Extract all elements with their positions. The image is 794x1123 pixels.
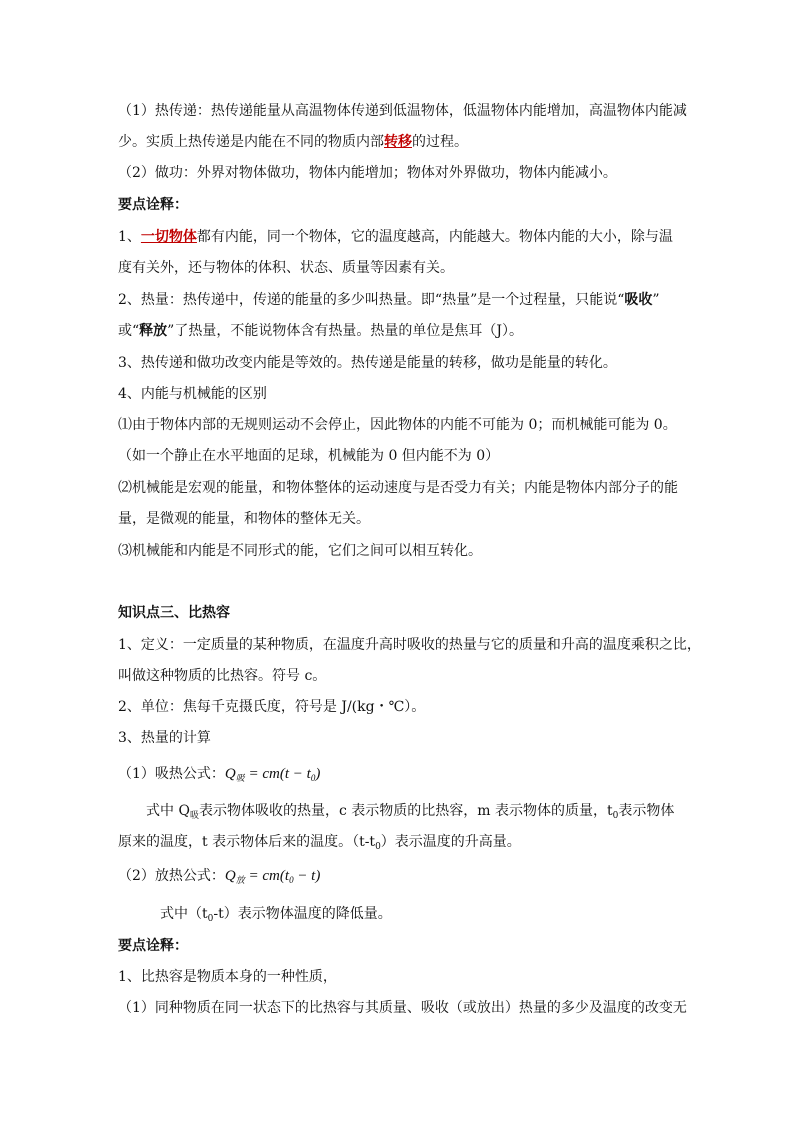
same-substance-line: （1）同种物质在同一状态下的比热容与其质量、吸收（或放出）热量的多少及温度的改变无 [118, 1000, 687, 1016]
key-points-heading-2: 要点诠释： [118, 938, 188, 954]
section-title-specific-heat: 知识点三、比热容 [118, 605, 230, 621]
absorb-desc-line-1: 式中 $Q_吸$表示物体吸收的热量，c 表示物质的比热容，m 表示物体的质量，$t_0$表示物体 [146, 803, 675, 821]
property-line: 1、比热容是物质本身的一种性质， [118, 969, 337, 985]
absorb-desc-line-2: 原来的温度，t 表示物体后来的温度。$(t-t_0)$表示温度的升高量。 [118, 834, 521, 852]
release-desc-line: 式中$(t_0-t)$表示物体温度的降低量。 [160, 906, 392, 924]
point-4b-line-2: 量，是微观的能量，和物体的整体无关。 [118, 511, 370, 527]
point-1-line-2: 度有关外，还与物体的体积、状态、质量等因素有关。 [118, 260, 454, 276]
heat-transfer-line-2: 少。实质上热传递是内能在不同的物质内部转移的过程。 [118, 134, 468, 150]
point-4a-line-1: ⑴由于物体内部的无规则运动不会停止，因此物体的内能不可能为 0；而机械能可能为 0。 [118, 417, 677, 433]
highlight-all-objects: 一切物体 [140, 229, 197, 245]
point-4b-line-1: ⑵机械能是宏观的能量，和物体整体的运动速度与是否受力有关；内能是物体内部分子的能 [118, 480, 678, 496]
heat-calculation-line: 3、热量的计算 [118, 730, 211, 746]
point-2-line-1: 2、热量：热传递中，传递的能量的多少叫热量。即“热量”是一个过程量，只能说“吸收” [118, 292, 660, 308]
key-points-heading-1: 要点诠释： [118, 197, 188, 213]
point-4-line: 4、内能与机械能的区别 [118, 386, 267, 402]
point-1-line-1: 1、一切物体都有内能，同一个物体，它的温度越高，内能越大。物体内能的大小，除与温 [118, 229, 673, 245]
heat-transfer-line-1: （1）热传递：热传递能量从高温物体传递到低温物体，低温物体内能增加，高温物体内能减 [118, 103, 687, 119]
work-line: （2）做功：外界对物体做功，物体内能增加；物体对外界做功，物体内能减小。 [118, 165, 617, 181]
point-2-line-2: 或“释放”了热量，不能说物体含有热量。热量的单位是焦耳（J）。 [118, 323, 523, 339]
definition-line-2: 叫做这种物质的比热容。符号 c。 [118, 668, 327, 684]
point-4c-line: ⑶机械能和内能是不同形式的能，它们之间可以相互转化。 [118, 543, 482, 559]
unit-line: 2、单位：焦每千克摄氏度，符号是 J/(kg・℃）。 [118, 699, 426, 715]
release-formula: $Q_放 = cm(t_0 - t)$ [224, 868, 321, 885]
release-formula-line: （2）放热公式：$Q_放 = cm(t_0 - t)$ [118, 868, 321, 885]
definition-line-1: 1、定义：一定质量的某种物质，在温度升高时吸收的热量与它的质量和升高的温度乘积之比， [118, 637, 701, 653]
highlight-transfer: 转移 [384, 134, 412, 150]
point-3-line: 3、热传递和做功改变内能是等效的。热传递是能量的转移，做功是能量的转化。 [118, 355, 617, 371]
absorb-formula: $Q_吸 = cm(t - t_0)$ [224, 766, 321, 783]
absorb-formula-line: （1）吸热公式：$Q_吸 = cm(t - t_0)$ [118, 766, 321, 783]
point-4a-line-2: （如一个静止在水平地面的足球，机械能为 0 但内能不为 0） [118, 448, 500, 464]
